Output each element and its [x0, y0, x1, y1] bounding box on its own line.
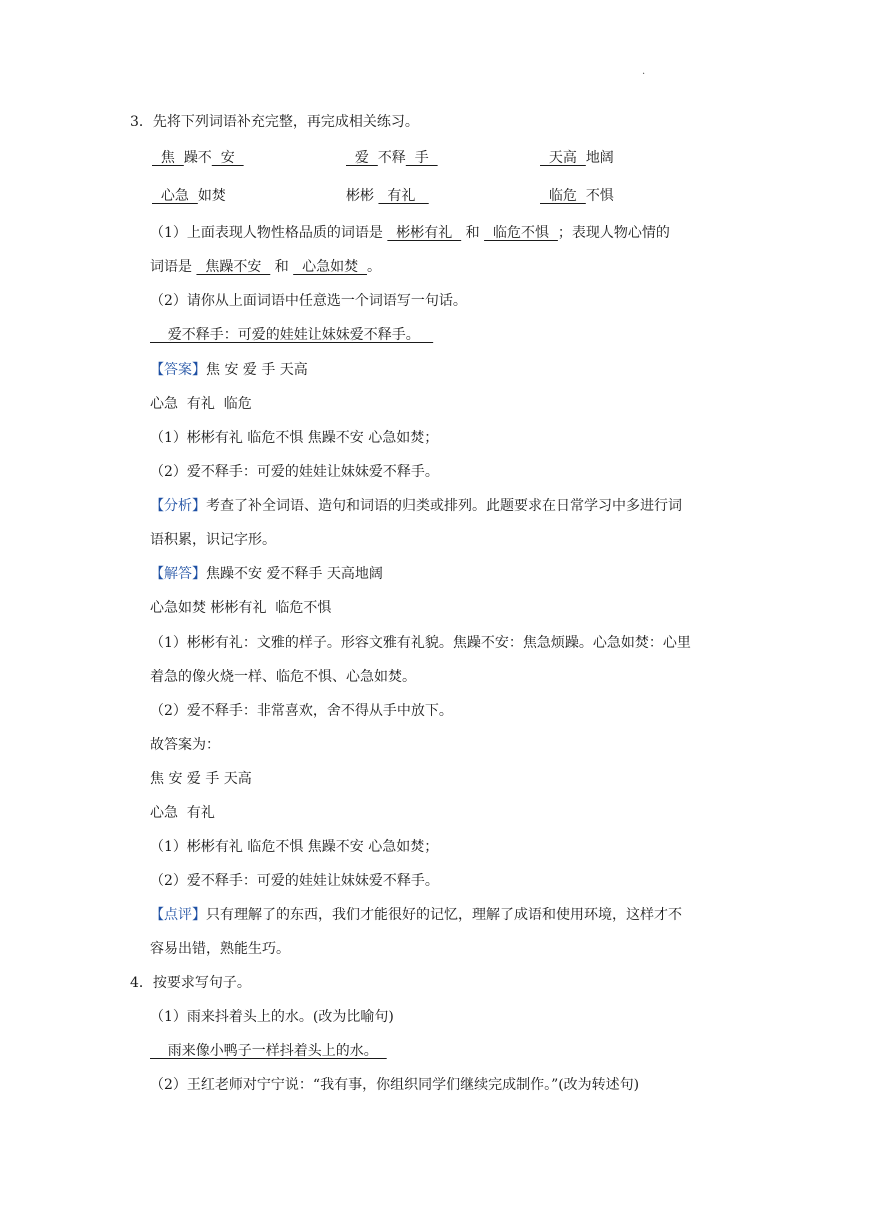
analysis-line1	[150, 496, 682, 516]
corner-mark: .	[642, 66, 646, 77]
blank-answer: 彬彬有礼	[387, 225, 462, 241]
word-blank-bin-bin-you-li	[346, 186, 429, 206]
blank-answer: 爱不释手：可爱的娃娃让妹妹爱不释手。	[150, 327, 434, 343]
q3-part1-line1	[150, 223, 670, 243]
comment-line2: 容易出错，熟能生巧。	[150, 941, 290, 957]
word-fragment: 不释	[377, 150, 406, 166]
answer-block-line1	[150, 360, 308, 380]
blank-answer: 爱	[346, 150, 378, 166]
solution-tag: 【解答】	[150, 566, 206, 582]
blank-answer: 有礼	[378, 188, 429, 204]
solution-line8: 心急 有礼	[150, 805, 215, 821]
text-run: （1）上面表现人物性格品质的词语是	[150, 225, 388, 241]
analysis-line2: 语积累，识记字形。	[150, 532, 276, 548]
text-run: 考查了补全词语、造句和词语的归类或排列。此题要求在日常学习中多进行词	[206, 498, 682, 514]
question-4-title: 4．按要求写句子。	[130, 975, 251, 991]
solution-line10: （2）爱不释手：可爱的娃娃让妹妹爱不释手。	[150, 873, 439, 889]
q4-part1-prompt: （1）雨来抖着头上的水。(改为比喻句)	[150, 1009, 394, 1025]
blank-answer: 临危不惧	[484, 225, 558, 241]
text-run: 只有理解了的东西，我们才能很好的记忆，理解了成语和使用环境，这样才不	[206, 907, 682, 923]
blank-answer: 安	[211, 150, 244, 166]
blank-answer: 焦躁不安	[196, 259, 271, 275]
question-3-title: 3．先将下列词语补充完整，再完成相关练习。	[130, 114, 419, 130]
blank-answer: 临危	[540, 188, 586, 204]
text-run: 焦躁不安 爱不释手 天高地阔	[206, 566, 383, 582]
analysis-tag: 【分析】	[150, 498, 206, 514]
text-run: 焦 安 爱 手 天高	[206, 362, 308, 378]
word-fragment: 地阔	[585, 150, 614, 166]
comment-tag: 【点评】	[150, 907, 206, 923]
solution-line3: （1）彬彬有礼：文雅的样子。形容文雅有礼貌。焦躁不安：焦急烦躁。心急如焚：心里	[150, 635, 691, 651]
blank-answer: 焦	[152, 150, 184, 166]
blank-answer: 雨来像小鸭子一样抖着头上的水。	[150, 1043, 387, 1059]
solution-line4: 着急的像火烧一样、临危不惧、心急如焚。	[150, 669, 416, 685]
word-fragment: 彬彬	[346, 188, 379, 204]
word-blank-xin-ji-ru-fen	[152, 186, 226, 206]
solution-line5: （2）爱不释手：非常喜欢，舍不得从手中放下。	[150, 703, 453, 719]
word-blank-lin-wei-bu-ju	[540, 186, 614, 206]
answer-line4: （2）爱不释手：可爱的娃娃让妹妹爱不释手。	[150, 464, 439, 480]
text-run: 和	[270, 259, 294, 275]
word-fragment: 如焚	[197, 188, 226, 204]
text-run: 和	[461, 225, 485, 241]
word-fragment: 躁不	[183, 150, 212, 166]
blank-answer: 心急	[152, 188, 198, 204]
word-blank-tian-gao-di-kuo	[540, 148, 614, 168]
word-blank-ai-bu-shi-shou	[346, 148, 438, 168]
q4-part1-answer	[150, 1041, 387, 1061]
q3-part1-line2	[150, 257, 381, 277]
answer-line3: （1）彬彬有礼 临危不惧 焦躁不安 心急如焚；	[150, 430, 439, 446]
blank-answer: 心急如焚	[293, 259, 367, 275]
answer-line2: 心急 有礼 临危	[150, 396, 252, 412]
solution-line2: 心急如焚 彬彬有礼 临危不惧	[150, 600, 332, 616]
q3-part2-answer	[150, 325, 433, 345]
solution-line7: 焦 安 爱 手 天高	[150, 771, 252, 787]
word-fragment: 不惧	[585, 188, 614, 204]
text-run: ；表现人物心情的	[557, 225, 670, 241]
solution-line1	[150, 564, 383, 584]
word-blank-jiao-zao-bu-an	[152, 148, 244, 168]
text-run: 。	[366, 259, 381, 275]
blank-answer: 手	[405, 150, 438, 166]
comment-line1	[150, 905, 682, 925]
text-run: 词语是	[150, 259, 197, 275]
solution-line6: 故答案为：	[150, 737, 220, 753]
q4-part2-prompt: （2）王红老师对宁宁说：“我有事，你组织同学们继续完成制作。”(改为转述句)	[150, 1077, 640, 1093]
answer-tag: 【答案】	[150, 362, 206, 378]
q3-part2-prompt: （2）请你从上面词语中任意选一个词语写一句话。	[150, 293, 467, 309]
blank-answer: 天高	[540, 150, 586, 166]
solution-line9: （1）彬彬有礼 临危不惧 焦躁不安 心急如焚；	[150, 839, 439, 855]
